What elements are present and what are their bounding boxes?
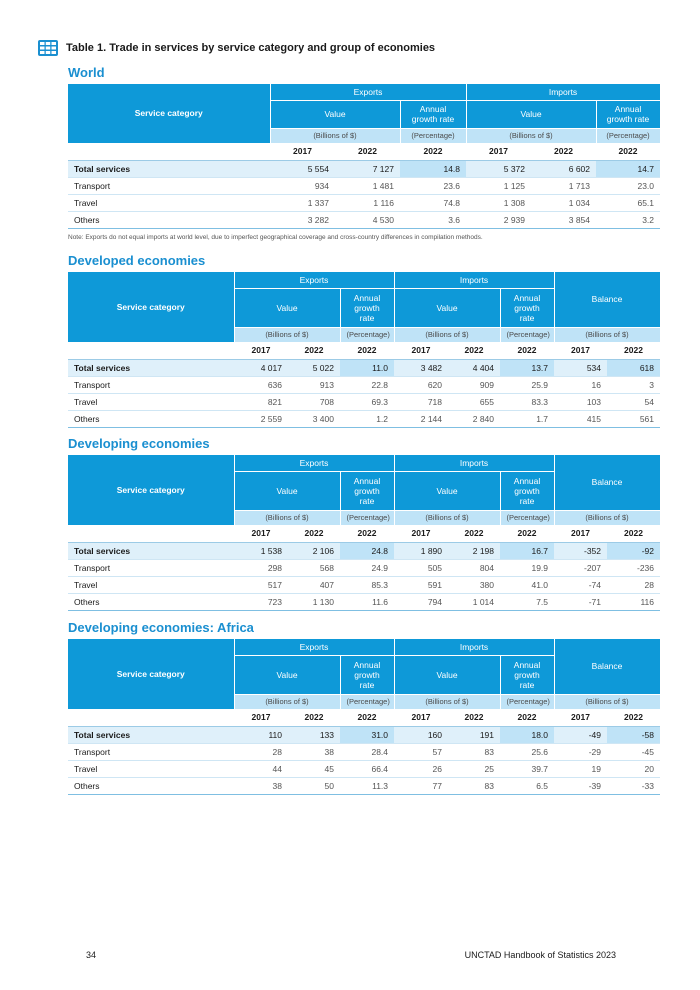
developing-section — [68, 435, 660, 611]
imports-header: Imports — [394, 272, 554, 288]
cell: 11.0 — [340, 359, 394, 376]
cell: 44 — [234, 760, 288, 777]
cell: 794 — [394, 593, 448, 610]
cell: 3.6 — [400, 211, 466, 228]
cell: 1 890 — [394, 542, 448, 559]
cell: 191 — [448, 726, 500, 743]
cell: 19 — [554, 760, 607, 777]
year-header: 2017 — [466, 143, 531, 160]
table-row — [68, 194, 660, 211]
table-icon — [38, 40, 58, 56]
section-title: Developing economies: Africa — [68, 620, 254, 635]
cell: 16 — [554, 376, 607, 393]
africa-table — [68, 639, 661, 795]
year-header: 2022 — [340, 342, 394, 359]
cell: 28 — [234, 743, 288, 760]
table-note: Note: Exports do not equal imports at world level, due to imperfect geographical coverage and cross-country differences in compilation methods. — [68, 233, 483, 241]
cell: 568 — [288, 559, 340, 576]
cell: 1 713 — [531, 177, 596, 194]
cell: 7 127 — [335, 160, 400, 177]
cell: 83 — [448, 777, 500, 794]
cell: 50 — [288, 777, 340, 794]
cell: 708 — [288, 393, 340, 410]
cell: 4 017 — [234, 359, 288, 376]
cell: 1.2 — [340, 410, 394, 427]
cell: 25.6 — [500, 743, 554, 760]
table-row — [68, 410, 660, 427]
table-row — [68, 576, 660, 593]
year-header: 2017 — [554, 709, 607, 726]
year-header: 2022 — [607, 342, 660, 359]
cell: 14.8 — [400, 160, 466, 177]
cell: 39.7 — [500, 760, 554, 777]
year-header: 2022 — [448, 342, 500, 359]
imports-value-header: Value — [394, 288, 500, 327]
table-row — [68, 393, 660, 410]
service-category-header: Service category — [68, 455, 234, 525]
imports-header: Imports — [394, 639, 554, 655]
unit-label: (Billions of $) — [394, 510, 500, 525]
cell: -29 — [554, 743, 607, 760]
table-row — [68, 359, 660, 376]
row-label: Total services — [68, 359, 234, 376]
service-category-header: Service category — [68, 84, 270, 143]
cell: 407 — [288, 576, 340, 593]
year-header: 2017 — [394, 709, 448, 726]
row-label: Total services — [68, 726, 234, 743]
cell: -236 — [607, 559, 660, 576]
cell: 85.3 — [340, 576, 394, 593]
unit-label: (Billions of $) — [394, 694, 500, 709]
unit-label: (Percentage) — [340, 327, 394, 342]
row-label: Others — [68, 593, 234, 610]
cell: -49 — [554, 726, 607, 743]
cell: 561 — [607, 410, 660, 427]
row-label: Transport — [68, 177, 270, 194]
year-header: 2017 — [234, 525, 288, 542]
cell: 54 — [607, 393, 660, 410]
balance-header: Balance — [554, 455, 660, 510]
year-header: 2022 — [340, 709, 394, 726]
year-header: 2017 — [554, 525, 607, 542]
cell: 23.0 — [596, 177, 660, 194]
cell: 28 — [607, 576, 660, 593]
row-label: Travel — [68, 393, 234, 410]
cell: 1 337 — [270, 194, 335, 211]
cell: 11.3 — [340, 777, 394, 794]
cell: 38 — [234, 777, 288, 794]
imports-value-header: Value — [466, 100, 596, 128]
page-title: Table 1. Trade in services by service category and group of economies — [66, 42, 436, 54]
page-number: 34 — [86, 950, 97, 960]
year-header: 2017 — [234, 342, 288, 359]
cell: 1 125 — [466, 177, 531, 194]
unit-label: (Percentage) — [500, 694, 554, 709]
cell: 22.8 — [340, 376, 394, 393]
cell: -74 — [554, 576, 607, 593]
year-header: 2022 — [288, 709, 340, 726]
row-label: Travel — [68, 760, 234, 777]
cell: 7.5 — [500, 593, 554, 610]
service-category-header: Service category — [68, 639, 234, 709]
section-title: Developed economies — [68, 253, 206, 268]
developed-section — [68, 252, 660, 428]
cell: 909 — [448, 376, 500, 393]
table-row — [68, 177, 660, 194]
table-row — [68, 559, 660, 576]
world-section — [68, 64, 660, 241]
table-row — [68, 760, 660, 777]
row-label: Transport — [68, 743, 234, 760]
cell: 65.1 — [596, 194, 660, 211]
cell: 26 — [394, 760, 448, 777]
exports-header: Exports — [234, 272, 394, 288]
cell: 24.8 — [340, 542, 394, 559]
cell: 5 022 — [288, 359, 340, 376]
year-header: 2017 — [394, 342, 448, 359]
cell: 25.9 — [500, 376, 554, 393]
cell: 718 — [394, 393, 448, 410]
cell: 934 — [270, 177, 335, 194]
cell: 4 530 — [335, 211, 400, 228]
cell: 14.7 — [596, 160, 660, 177]
exports-value-header: Value — [234, 288, 340, 327]
exports-value-header: Value — [234, 655, 340, 694]
cell: -33 — [607, 777, 660, 794]
cell: 636 — [234, 376, 288, 393]
cell: 57 — [394, 743, 448, 760]
table-row — [68, 726, 660, 743]
cell: 4 404 — [448, 359, 500, 376]
cell: 116 — [607, 593, 660, 610]
cell: 23.6 — [400, 177, 466, 194]
unit-label: (Percentage) — [500, 510, 554, 525]
imports-growth-header: Annual growth rate — [500, 655, 554, 694]
cell: 2 198 — [448, 542, 500, 559]
cell: 3 854 — [531, 211, 596, 228]
imports-growth-header: Annual growth rate — [500, 288, 554, 327]
year-header: 2022 — [340, 525, 394, 542]
year-header: 2022 — [288, 342, 340, 359]
developing-table — [68, 455, 661, 611]
cell: 41.0 — [500, 576, 554, 593]
cell: 25 — [448, 760, 500, 777]
unit-label: (Billions of $) — [234, 327, 340, 342]
unit-label: (Percentage) — [500, 327, 554, 342]
cell: 77 — [394, 777, 448, 794]
imports-value-header: Value — [394, 471, 500, 510]
cell: 380 — [448, 576, 500, 593]
cell: 69.3 — [340, 393, 394, 410]
row-label: Travel — [68, 576, 234, 593]
cell: 20 — [607, 760, 660, 777]
cell: 1 538 — [234, 542, 288, 559]
exports-value-header: Value — [270, 100, 400, 128]
cell: 2 144 — [394, 410, 448, 427]
cell: 31.0 — [340, 726, 394, 743]
cell: 110 — [234, 726, 288, 743]
exports-header: Exports — [234, 639, 394, 655]
cell: 1 481 — [335, 177, 400, 194]
cell: 13.7 — [500, 359, 554, 376]
cell: 1 014 — [448, 593, 500, 610]
unit-label: (Billions of $) — [270, 128, 400, 143]
year-header: 2022 — [596, 143, 660, 160]
year-header: 2017 — [234, 709, 288, 726]
cell: 103 — [554, 393, 607, 410]
exports-value-header: Value — [234, 471, 340, 510]
cell: 415 — [554, 410, 607, 427]
cell: -45 — [607, 743, 660, 760]
cell: 18.0 — [500, 726, 554, 743]
balance-header: Balance — [554, 272, 660, 327]
year-header: 2022 — [500, 342, 554, 359]
table-row — [68, 777, 660, 794]
cell: 517 — [234, 576, 288, 593]
unit-label: (Percentage) — [596, 128, 660, 143]
exports-header: Exports — [234, 455, 394, 471]
year-header: 2022 — [500, 525, 554, 542]
year-header: 2022 — [500, 709, 554, 726]
exports-header: Exports — [270, 84, 466, 100]
cell: 298 — [234, 559, 288, 576]
cell: 3 282 — [270, 211, 335, 228]
world-table — [68, 84, 661, 229]
unit-label: (Billions of $) — [234, 510, 340, 525]
year-header: 2022 — [448, 525, 500, 542]
cell: -39 — [554, 777, 607, 794]
developed-table — [68, 272, 661, 428]
cell: 804 — [448, 559, 500, 576]
row-label: Travel — [68, 194, 270, 211]
cell: 1 116 — [335, 194, 400, 211]
imports-header: Imports — [394, 455, 554, 471]
table-row — [68, 542, 660, 559]
cell: 1 130 — [288, 593, 340, 610]
cell: 38 — [288, 743, 340, 760]
unit-label: (Percentage) — [400, 128, 466, 143]
cell: -352 — [554, 542, 607, 559]
cell: 534 — [554, 359, 607, 376]
africa-section — [68, 619, 660, 795]
cell: 24.9 — [340, 559, 394, 576]
section-title: Developing economies — [68, 436, 210, 451]
year-header: 2022 — [288, 525, 340, 542]
imports-growth-header: Annual growth rate — [500, 471, 554, 510]
year-header: 2022 — [448, 709, 500, 726]
cell: -58 — [607, 726, 660, 743]
cell: 2 559 — [234, 410, 288, 427]
cell: 83.3 — [500, 393, 554, 410]
cell: 5 554 — [270, 160, 335, 177]
exports-growth-header: Annual growth rate — [340, 288, 394, 327]
cell: 3 400 — [288, 410, 340, 427]
table-row — [68, 743, 660, 760]
service-category-header: Service category — [68, 272, 234, 342]
year-header: 2022 — [335, 143, 400, 160]
cell: 74.8 — [400, 194, 466, 211]
cell: 19.9 — [500, 559, 554, 576]
year-header: 2022 — [531, 143, 596, 160]
cell: 1 308 — [466, 194, 531, 211]
unit-label: (Percentage) — [340, 510, 394, 525]
table-row — [68, 211, 660, 228]
cell: 28.4 — [340, 743, 394, 760]
row-label: Total services — [68, 160, 270, 177]
cell: 618 — [607, 359, 660, 376]
table-row — [68, 593, 660, 610]
cell: 2 840 — [448, 410, 500, 427]
cell: 83 — [448, 743, 500, 760]
exports-growth-header: Annual growth rate — [340, 655, 394, 694]
cell: 6.5 — [500, 777, 554, 794]
row-label: Transport — [68, 559, 234, 576]
cell: -71 — [554, 593, 607, 610]
unit-label: (Billions of $) — [394, 327, 500, 342]
cell: 821 — [234, 393, 288, 410]
imports-value-header: Value — [394, 655, 500, 694]
cell: 160 — [394, 726, 448, 743]
cell: 133 — [288, 726, 340, 743]
cell: 723 — [234, 593, 288, 610]
cell: 913 — [288, 376, 340, 393]
row-label: Others — [68, 777, 234, 794]
unit-label: (Billions of $) — [554, 327, 660, 342]
year-header: 2022 — [400, 143, 466, 160]
year-header: 2022 — [607, 709, 660, 726]
row-label: Total services — [68, 542, 234, 559]
cell: 3 482 — [394, 359, 448, 376]
cell: -207 — [554, 559, 607, 576]
section-title: World — [68, 65, 105, 80]
unit-label: (Billions of $) — [466, 128, 596, 143]
exports-growth-header: Annual growth rate — [400, 100, 466, 128]
cell: 16.7 — [500, 542, 554, 559]
unit-label: (Billions of $) — [234, 694, 340, 709]
balance-header: Balance — [554, 639, 660, 694]
cell: 655 — [448, 393, 500, 410]
unit-label: (Billions of $) — [554, 510, 660, 525]
cell: 2 939 — [466, 211, 531, 228]
cell: 11.6 — [340, 593, 394, 610]
cell: 1.7 — [500, 410, 554, 427]
publication-name: UNCTAD Handbook of Statistics 2023 — [464, 950, 616, 960]
year-header: 2017 — [554, 342, 607, 359]
cell: 45 — [288, 760, 340, 777]
cell: 3 — [607, 376, 660, 393]
cell: 3.2 — [596, 211, 660, 228]
page-header — [38, 40, 435, 56]
cell: 620 — [394, 376, 448, 393]
exports-growth-header: Annual growth rate — [340, 471, 394, 510]
table-row — [68, 160, 660, 177]
row-label: Transport — [68, 376, 234, 393]
imports-growth-header: Annual growth rate — [596, 100, 660, 128]
cell: 66.4 — [340, 760, 394, 777]
row-label: Others — [68, 410, 234, 427]
cell: 1 034 — [531, 194, 596, 211]
unit-label: (Billions of $) — [554, 694, 660, 709]
cell: 5 372 — [466, 160, 531, 177]
cell: -92 — [607, 542, 660, 559]
year-header: 2017 — [394, 525, 448, 542]
cell: 505 — [394, 559, 448, 576]
unit-label: (Percentage) — [340, 694, 394, 709]
cell: 6 602 — [531, 160, 596, 177]
cell: 591 — [394, 576, 448, 593]
year-header: 2017 — [270, 143, 335, 160]
imports-header: Imports — [466, 84, 660, 100]
year-header: 2022 — [607, 525, 660, 542]
row-label: Others — [68, 211, 270, 228]
table-row — [68, 376, 660, 393]
cell: 2 106 — [288, 542, 340, 559]
